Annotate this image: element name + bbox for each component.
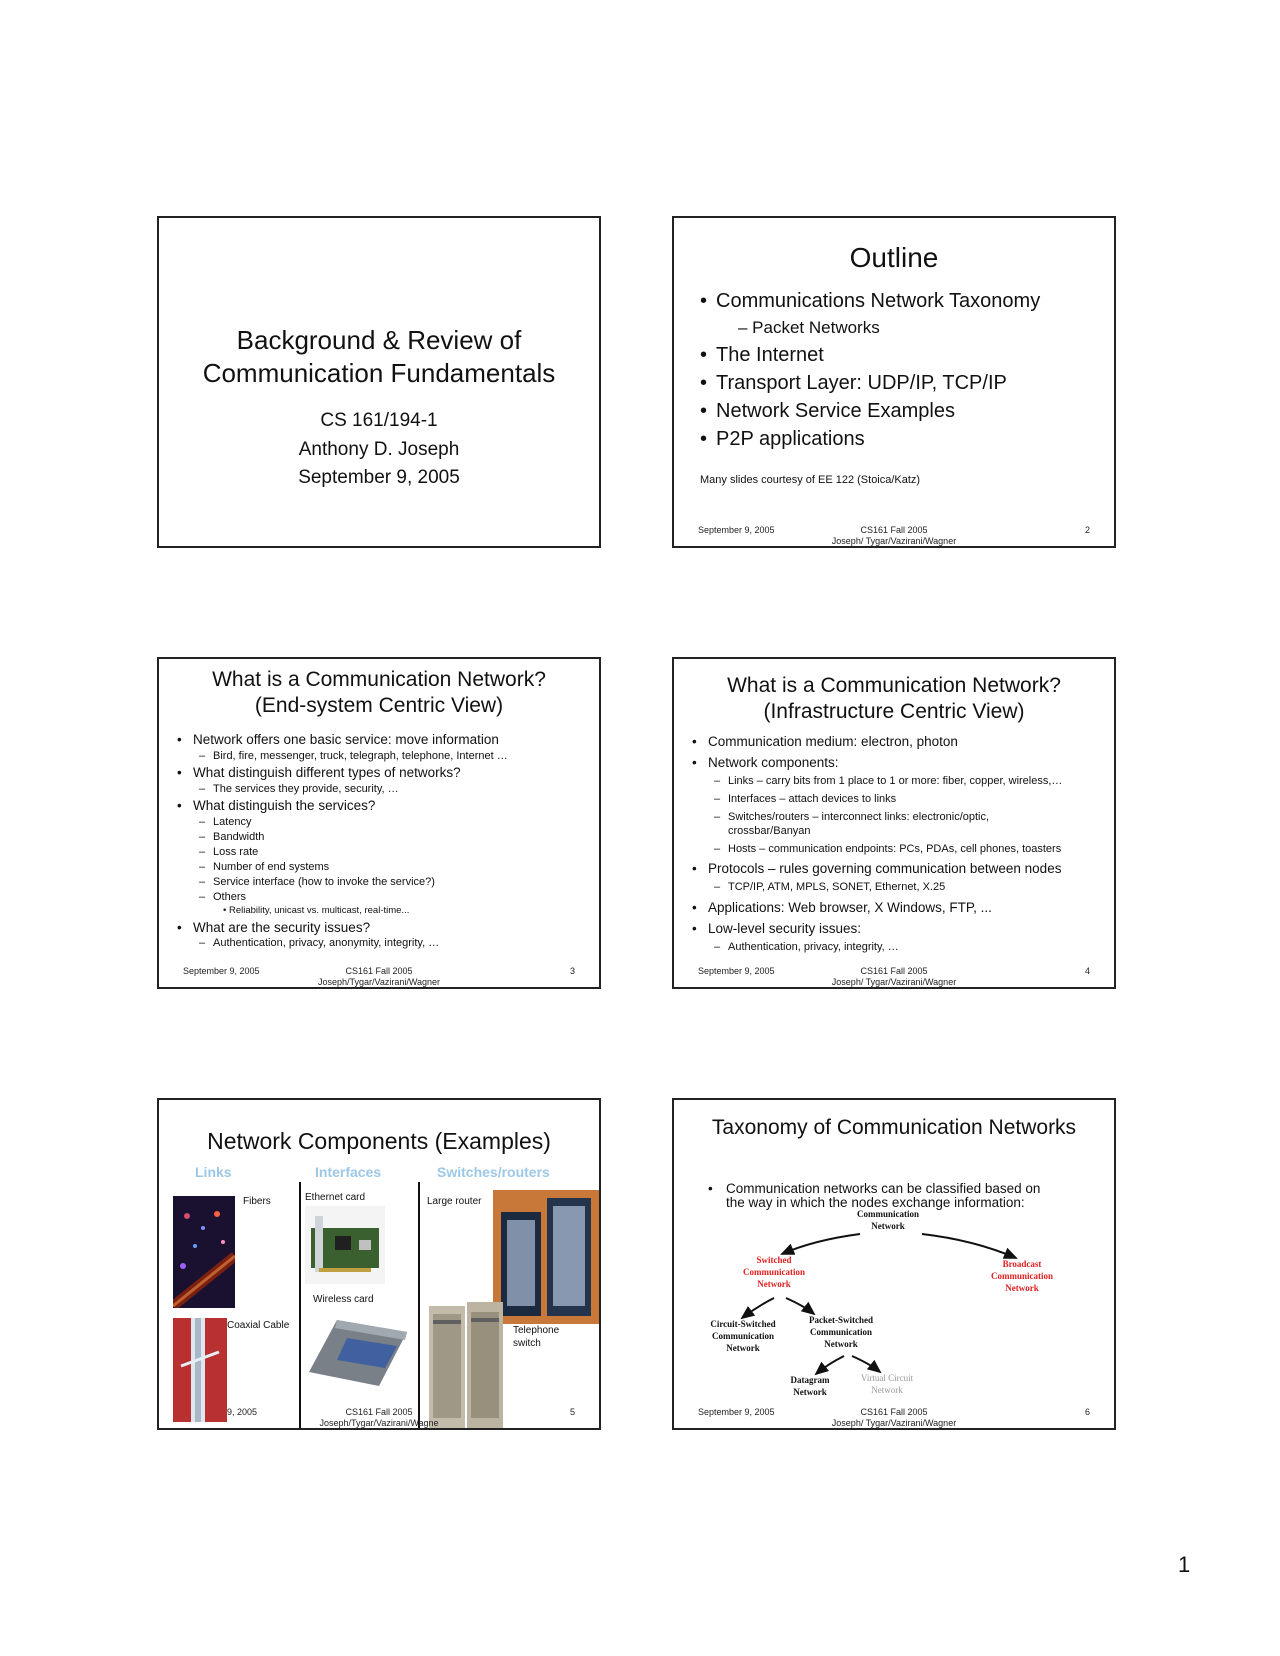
footer-date: September 9, 2005: [698, 525, 775, 535]
fibers-label: Fibers: [243, 1196, 271, 1207]
sub-bullet-item: – Service interface (how to invoke the service?): [199, 876, 435, 888]
credit-note: Many slides courtesy of EE 122 (Stoica/Katz): [700, 474, 921, 486]
slide-title: What is a Communication Network? (End-system Centric View): [212, 668, 546, 717]
bullet-item: • What distinguish the services?: [177, 798, 376, 813]
sub-bullet-item: – Switches/routers – interconnect links: electronic/optic,: [714, 811, 990, 823]
bullet-item: • What distinguish different types of networks?: [177, 765, 461, 780]
node-circuit-switched: Circuit-Switched Communication Network: [710, 1319, 776, 1353]
sub-bullet-item: – TCP/IP, ATM, MPLS, SONET, Ethernet, X.25: [714, 881, 946, 893]
edge-switched-packet: [786, 1298, 814, 1314]
node-virtual-circuit-network: Virtual Circuit Network: [860, 1373, 914, 1395]
footer-course: CS161 Fall 2005 Joseph/Tygar/Vazirani/Wagne: [319, 1407, 439, 1428]
category-interfaces: Interfaces: [315, 1164, 382, 1180]
slide-number: 6: [1084, 1407, 1090, 1417]
column-divider: [418, 1182, 420, 1430]
coaxial-cable-label: Coaxial Cable: [227, 1320, 290, 1331]
sub-bullet-item: – Authentication, privacy, integrity, …: [714, 941, 899, 953]
bullet-item: • Network Service Examples: [700, 400, 955, 422]
footer-date: September 9, 2005: [698, 966, 775, 976]
sub-bullet-item: – Hosts – communication endpoints: PCs, PDAs, cell phones, toasters: [714, 843, 1062, 855]
bullet-item: • Communication medium: electron, photon: [692, 734, 958, 749]
sub-bullet-item: – Bandwidth: [199, 831, 265, 843]
bullet-item: • Low-level security issues:: [692, 921, 862, 936]
bullet-item: • Communications Network Taxonomy: [700, 290, 1041, 312]
sub-sub-bullet-item: • Reliability, unicast vs. multicast, real-time...: [223, 905, 410, 916]
bullet-item: • Network components:: [692, 755, 839, 770]
edge-packet-virtual: [852, 1356, 880, 1372]
sub-bullet-item: – Loss rate: [199, 846, 259, 858]
slide-number: 5: [569, 1407, 575, 1417]
large-router-image: [493, 1190, 599, 1324]
bullet-item: • Transport Layer: UDP/IP, TCP/IP: [700, 372, 1007, 394]
footer-course: CS161 Fall 2005 Joseph/ Tygar/Vazirani/Wagner: [831, 966, 957, 987]
fiber-optic-image: [173, 1196, 235, 1308]
large-router-label: Large router: [427, 1196, 482, 1207]
sub-bullet-item: – Interfaces – attach devices to links: [714, 793, 897, 805]
slide-6: [672, 1098, 1116, 1430]
footer-date: September 9, 2005: [183, 966, 260, 976]
sub-bullet-continuation: crossbar/Banyan: [728, 825, 811, 837]
slide-4: [672, 657, 1116, 989]
footer-course: CS161 Fall 2005 Joseph/Tygar/Vazirani/Wagner: [317, 966, 441, 987]
node-switched-network: Switched Communication Network: [742, 1255, 805, 1289]
sub-bullet-item: – Packet Networks: [738, 318, 880, 337]
edge-root-broadcast: [922, 1234, 1016, 1258]
slide-title: Taxonomy of Communication Networks: [711, 1116, 1077, 1139]
category-switches: Switches/routers: [437, 1164, 550, 1180]
bullet-item: • The Internet: [700, 344, 824, 366]
slide-title: Background & Review of Communication Fundamentals: [202, 325, 556, 388]
sub-bullet-item: – The services they provide, security, …: [199, 783, 399, 795]
slide-date: September 9, 2005: [298, 467, 460, 488]
slide-number: 3: [569, 966, 575, 976]
footer-date: September 9, 2005: [698, 1407, 775, 1417]
edge-switched-circuit: [742, 1298, 774, 1318]
bullet-item: • What are the security issues?: [177, 920, 371, 935]
sub-bullet-item: – Authentication, privacy, anonymity, integrity, …: [199, 937, 440, 949]
node-broadcast-network: Broadcast Communication Network: [990, 1259, 1053, 1293]
ethernet-card-image: [305, 1206, 385, 1284]
node-datagram-network: Datagram Network: [790, 1375, 830, 1397]
bullet-item: • Communication networks can be classified based on the way in which the nodes exchange information:: [708, 1181, 1041, 1210]
slide-title: Outline: [849, 242, 939, 273]
sub-bullet-item: – Bird, fire, messenger, truck, telegraph, telephone, Internet …: [199, 750, 508, 762]
ethernet-card-label: Ethernet card: [305, 1192, 366, 1203]
slide-3: [157, 657, 601, 989]
edge-root-switched: [782, 1234, 860, 1254]
bullet-item: • Protocols – rules governing communication between nodes: [692, 861, 1062, 876]
column-divider: [299, 1182, 301, 1430]
author-name: Anthony D. Joseph: [298, 439, 460, 460]
sub-bullet-item: – Latency: [199, 816, 252, 828]
category-links: Links: [195, 1164, 232, 1180]
slide-number: 4: [1084, 966, 1090, 976]
course-code: CS 161/194-1: [320, 410, 438, 431]
footer-course: CS161 Fall 2005 Joseph/ Tygar/Vazirani/Wagner: [831, 525, 957, 546]
page-number: 1: [1178, 1552, 1191, 1577]
node-communication-network: Communication Network: [856, 1209, 919, 1231]
sub-bullet-item: – Others: [199, 891, 247, 903]
wireless-card-label: Wireless card: [313, 1294, 374, 1305]
footer-course: CS161 Fall 2005 Joseph/ Tygar/Vazirani/Wagner: [831, 1407, 957, 1428]
node-packet-switched: Packet-Switched Communication Network: [809, 1315, 873, 1349]
slide-5: [157, 1098, 601, 1430]
slide-title: What is a Communication Network? (Infrastructure Centric View): [727, 674, 1061, 723]
bullet-item: • P2P applications: [700, 428, 865, 450]
slide-1: [157, 216, 601, 548]
sub-bullet-item: – Number of end systems: [199, 861, 330, 873]
bullet-item: • Network offers one basic service: move information: [177, 732, 499, 747]
telephone-switch-label: Telephone switch: [513, 1325, 560, 1349]
footer-date: 9, 2005: [227, 1407, 258, 1417]
bullet-item: • Applications: Web browser, X Windows, FTP, ...: [692, 900, 992, 915]
slide-2: [672, 216, 1116, 548]
slide-number: 2: [1084, 525, 1090, 535]
sub-bullet-item: – Links – carry bits from 1 place to 1 or more: fiber, copper, wireless,…: [714, 775, 1063, 787]
slide-title: Network Components (Examples): [207, 1128, 551, 1154]
edge-packet-datagram: [816, 1356, 844, 1374]
wireless-card-image: [301, 1310, 411, 1390]
